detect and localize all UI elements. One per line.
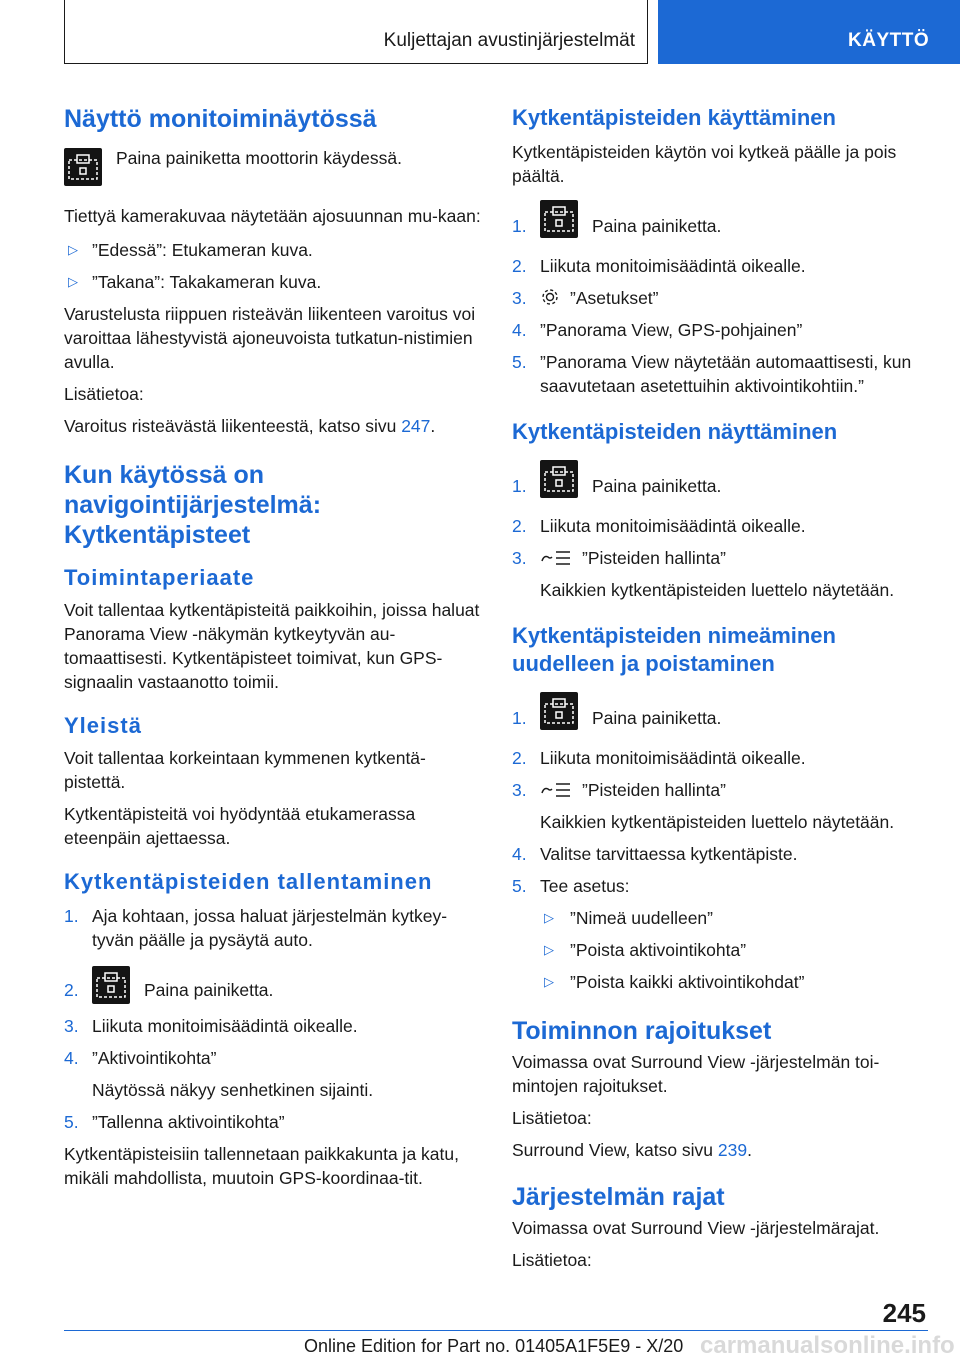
subheading-save: Kytkentäpisteiden tallentaminen [64, 869, 433, 894]
watermark: carmanualsonline.info [700, 1332, 955, 1359]
right-column [512, 104, 932, 1272]
triangle-bullet-icon: ▷ [68, 242, 78, 257]
display-step [64, 146, 484, 190]
list-item: 5. Tee asetus: [512, 876, 630, 896]
paragraph: Kytkentäpisteiden käytön voi kytkeä päälle ja pois päältä. [512, 142, 897, 186]
list-item: ▷ ”Nimeä uudelleen” [544, 908, 713, 928]
paragraph: Varustelusta riippuen risteävän liikenteen varoitus voi varoittaa lähestyvistä ajoneuvoista tutkatun-nistimien avulla. [64, 304, 476, 372]
list-item: 5. ”Tallenna aktivointikohta” [64, 1112, 285, 1132]
heading-display: Näyttö monitoiminäytössä [64, 105, 377, 133]
list-item: 4. Valitse tarvittaessa kytkentäpiste. [512, 844, 798, 864]
footer-divider [64, 1330, 928, 1331]
heading-navigation: Kun käytössä on navigointijärjestelmä: Kytkentäpisteet [64, 461, 322, 549]
more-info-label: Lisätietoa: [512, 1108, 592, 1128]
list-item: 1. Paina painiketta. [512, 460, 932, 500]
heading-bounds: Järjestelmän rajat [512, 1183, 725, 1211]
camera-button-icon [540, 200, 578, 238]
list-item: ▷ ”Poista aktivointikohta” [544, 940, 747, 960]
list-item: 3. ”Pisteiden hallinta” [512, 548, 726, 568]
more-info-label: Lisätietoa: [512, 1250, 592, 1270]
camera-button-icon [64, 148, 102, 186]
point-list-icon [540, 781, 572, 799]
list-item: 1. Paina painiketta. [512, 692, 932, 732]
list-item: 2. Liikuta monitoimisäädintä oikealle. [512, 516, 806, 536]
header-section-tab [658, 0, 960, 64]
subheading-general: Yleistä [64, 713, 142, 738]
footer-edition: Online Edition for Part no. 01405A1F5E9 - X/20 [304, 1336, 684, 1356]
page-link[interactable]: 247 [401, 416, 431, 436]
list-item: 2. Liikuta monitoimisäädintä oikealle. [512, 748, 806, 768]
paragraph: Kytkentäpisteisiin tallennetaan paikkakunta ja katu, mikäli mahdollista, muutoin GPS-koordinaa-tit. [64, 1144, 459, 1188]
paragraph: Voimassa ovat Surround View -järjestelmärajat. [512, 1218, 880, 1238]
list-item: ▷ ”Takana”: Takakameran kuva. [68, 272, 322, 292]
page-reference: Surround View, katso sivu 239. [512, 1140, 752, 1160]
heading-use: Kytkentäpisteiden käyttäminen [512, 105, 836, 130]
list-item: ▷ ”Poista kaikki aktivointikohdat” [544, 972, 805, 992]
list-item: 5. ”Panorama View näytetään automaattisesti, kun saavutetaan asetettuihin aktivointikohtiin.” [512, 352, 912, 396]
page-reference: Varoitus risteävästä liikenteestä, katso sivu 247. [64, 416, 436, 436]
list-item: 2. Paina painiketta. [64, 966, 484, 1006]
list-item: ▷ ”Edessä”: Etukameran kuva. [68, 240, 313, 260]
paragraph: Voit tallentaa korkeintaan kymmenen kytkentä-pistettä. [64, 748, 426, 792]
camera-button-icon [92, 966, 130, 1004]
gear-icon [540, 287, 560, 307]
list-item: 4. ”Panorama View, GPS-pohjainen” [512, 320, 803, 340]
paragraph: Kytkentäpisteitä voi hyödyntää etukamerassa eteenpäin ajettaessa. [64, 804, 416, 848]
triangle-bullet-icon: ▷ [544, 910, 554, 925]
header-title: Kuljettajan avustinjärjestelmät [383, 30, 635, 51]
camera-button-icon [540, 460, 578, 498]
triangle-bullet-icon: ▷ [68, 274, 78, 289]
page-link[interactable]: 239 [717, 1140, 748, 1160]
triangle-bullet-icon: ▷ [544, 942, 554, 957]
more-info-label: Lisätietoa: [64, 384, 144, 404]
header-title-box [64, 0, 648, 64]
list-item: 3. Liikuta monitoimisäädintä oikealle. [64, 1016, 358, 1036]
list-item-note: Kaikkien kytkentäpisteiden luettelo näytetään. [540, 580, 895, 600]
heading-rename: Kytkentäpisteiden nimeäminen uudelleen ja poistaminen [512, 623, 836, 676]
list-item: 3. ”Pisteiden hallinta” [512, 780, 726, 800]
paragraph: Voimassa ovat Surround View -järjestelmän toi-mintojen rajoitukset. [512, 1052, 880, 1096]
heading-limits: Toiminnon rajoitukset [512, 1017, 772, 1045]
triangle-bullet-icon: ▷ [544, 974, 554, 989]
list-item: 4. ”Aktivointikohta” [64, 1048, 217, 1068]
list-item: 1. Aja kohtaan, jossa haluat järjestelmän kytkey-tyvän päälle ja pysäytä auto. [64, 906, 448, 950]
left-column [64, 104, 484, 1190]
list-item: 1. Paina painiketta. [512, 200, 932, 240]
camera-button-icon [540, 692, 578, 730]
list-item-note: Näytössä näkyy senhetkinen sijainti. [92, 1080, 374, 1100]
subheading-principle: Toimintaperiaate [64, 565, 255, 590]
list-item: 2. Liikuta monitoimisäädintä oikealle. [512, 256, 806, 276]
paragraph: Voit tallentaa kytkentäpisteitä paikkoihin, joissa haluat Panorama View -näkymän kytkeytyvän au-tomaattisesti. Kytkentäpisteet toimivat, kun GPS-signaalin vastaanotto toimii. [64, 600, 480, 692]
header-section-label: KÄYTTÖ [848, 30, 930, 51]
list-item-note: Kaikkien kytkentäpisteiden luettelo näytetään. [540, 812, 895, 832]
point-list-icon [540, 549, 572, 567]
heading-show: Kytkentäpisteiden näyttäminen [512, 419, 838, 444]
paragraph: Tiettyä kamerakuvaa näytetään ajosuunnan mu-kaan: [64, 206, 481, 226]
list-item: 3. ”Asetukset” [512, 288, 659, 308]
display-step-text: Paina painiketta moottorin käydessä. [116, 148, 402, 168]
page-number: 245 [882, 1298, 926, 1328]
